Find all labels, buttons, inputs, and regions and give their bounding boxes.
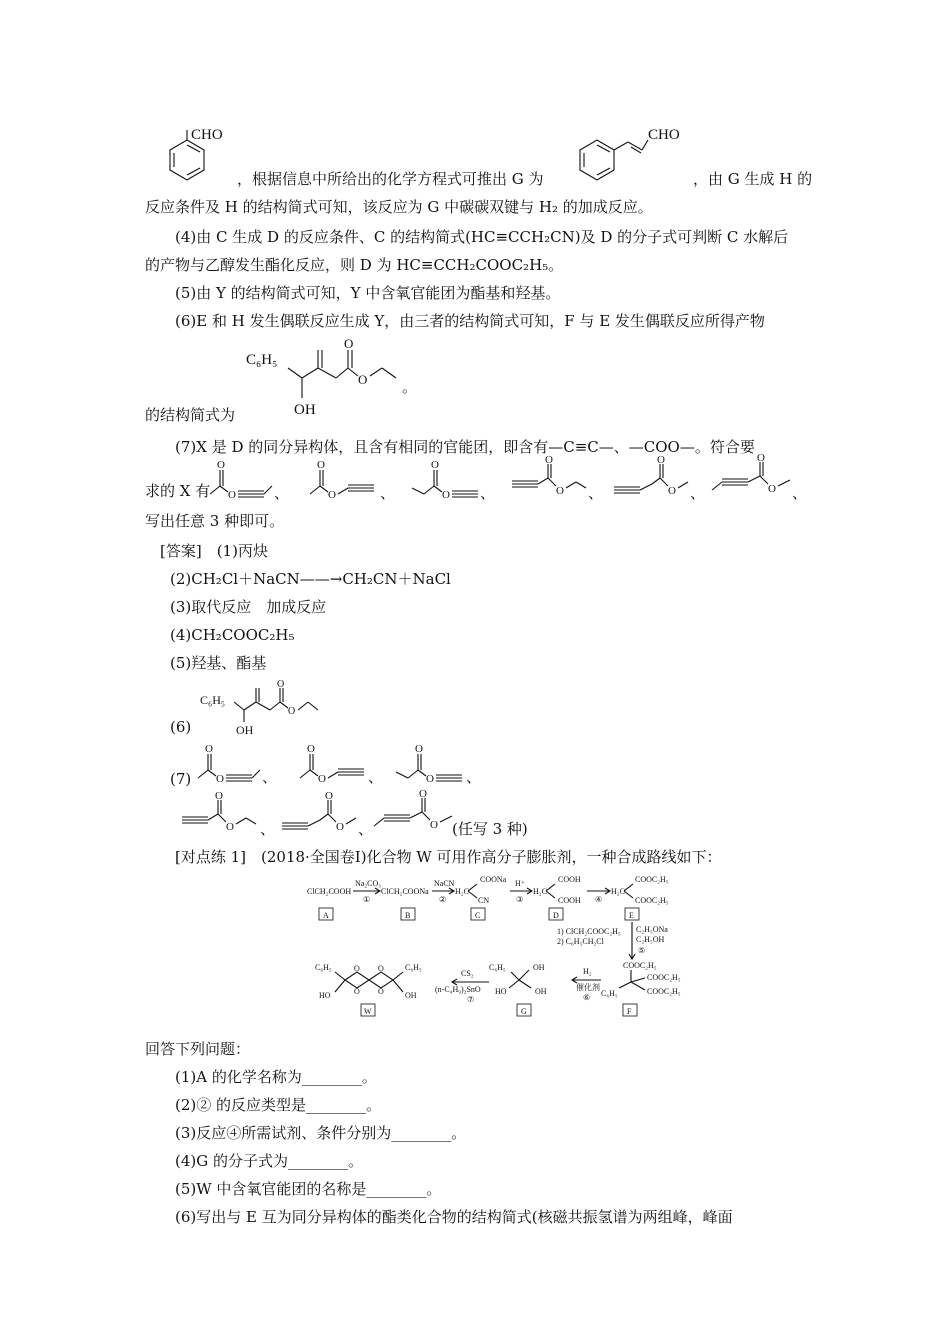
answer-7-isomers-row1 — [196, 742, 496, 792]
svg-text:O: O — [556, 485, 564, 497]
svg-text:C₆H₅: C₆H₅ — [200, 693, 226, 707]
para-5: (5)由 Y 的结构简式可知，Y 中含氧官能团为酯基和羟基。 — [175, 284, 561, 302]
svg-text:O: O — [358, 372, 368, 387]
svg-text:W: W — [364, 1007, 372, 1016]
svg-text:H₂: H₂ — [583, 967, 592, 976]
para-3a: (4)由 C 生成 D 的反应条件、C 的结构简式(HC≡CCH₂CN)及 D 的分子式可判断 C 水解后 — [175, 228, 789, 246]
svg-text:COOC₂H₅: COOC₂H₅ — [647, 973, 681, 982]
svg-text:C₆H₅: C₆H₅ — [489, 963, 506, 972]
cinnamaldehyde-structure — [570, 118, 700, 188]
para-3b: 的产物与乙醇发生酯化反应，则 D 为 HC≡CCH₂COOC₂H₅。 — [145, 256, 564, 274]
svg-text:O: O — [226, 821, 234, 833]
svg-text:⑤: ⑤ — [638, 946, 646, 955]
synthesis-scheme — [305, 870, 705, 1030]
svg-text:①: ① — [363, 895, 371, 904]
svg-text:O: O — [344, 336, 354, 351]
svg-text:H⁺: H⁺ — [515, 879, 525, 888]
question-2: (2)② 的反应类型是________。 — [175, 1096, 382, 1114]
svg-text:O: O — [354, 964, 360, 973]
svg-text:O: O — [336, 821, 344, 833]
answer-5: (5)羟基、酯基 — [170, 654, 267, 672]
svg-text:A: A — [323, 911, 329, 920]
svg-text:COOC₂H₅: COOC₂H₅ — [623, 961, 657, 970]
svg-text:COOC₂H₅: COOC₂H₅ — [647, 987, 681, 996]
svg-text:Na₂CO₃: Na₂CO₃ — [355, 879, 382, 888]
svg-text:COOH: COOH — [558, 875, 581, 884]
svg-text:、: 、 — [274, 486, 290, 502]
svg-text:、: 、 — [588, 486, 604, 502]
svg-text:催化剂: 催化剂 — [576, 983, 600, 992]
svg-text:C₂H₅OH: C₂H₅OH — [636, 935, 665, 944]
svg-text:③: ③ — [516, 895, 524, 904]
svg-text:C₆H₅: C₆H₅ — [405, 963, 422, 972]
product-structure-large — [240, 334, 410, 424]
svg-text:F: F — [627, 1007, 632, 1016]
svg-text:、: 、 — [466, 770, 482, 786]
para-7a: (7)X 是 D 的同分异构体，且含有相同的官能团，即含有—C≡C—、—COO—。符合要 — [175, 438, 755, 456]
svg-text:C₆H₅: C₆H₅ — [601, 989, 618, 998]
svg-text:②: ② — [439, 895, 447, 904]
period: 。 — [402, 378, 418, 396]
svg-text:OH: OH — [535, 987, 547, 996]
svg-text:O: O — [378, 964, 384, 973]
answer-4: (4)CH₂COOC₂H₅ — [170, 626, 295, 644]
svg-text:H₂C: H₂C — [455, 887, 469, 896]
svg-text:、: 、 — [368, 770, 384, 786]
svg-text:、: 、 — [262, 770, 278, 786]
question-5: (5)W 中含氧官能团的名称是________。 — [175, 1180, 442, 1198]
svg-text:C: C — [475, 911, 481, 920]
svg-text:OH: OH — [294, 402, 316, 418]
question-1: (1)A 的化学名称为________。 — [175, 1068, 377, 1086]
cho-label: CHO — [191, 127, 223, 143]
svg-text:O: O — [288, 706, 296, 717]
para-7c: 写出任意 3 种即可。 — [145, 512, 285, 530]
svg-text:O: O — [277, 679, 285, 690]
svg-text:COOH: COOH — [558, 896, 581, 905]
answer-3: (3)取代反应 加成反应 — [170, 598, 327, 616]
svg-text:O: O — [657, 454, 665, 466]
svg-text:O: O — [216, 773, 224, 785]
svg-text:C₆H₅: C₆H₅ — [315, 963, 332, 972]
cho-label-2: CHO — [648, 127, 680, 143]
svg-text:CS₂: CS₂ — [461, 969, 474, 978]
svg-text:、: 、 — [260, 822, 276, 838]
answer-7-note: (任写 3 种) — [452, 820, 528, 838]
svg-text:O: O — [757, 452, 765, 464]
para-1a: ，根据信息中所给出的化学方程式可推出 G 为 — [237, 170, 544, 188]
svg-text:ClCH₂COONa: ClCH₂COONa — [381, 887, 429, 896]
para-6: (6)E 和 H 发生偶联反应生成 Y，由三者的结构简式可知，F 与 E 发生偶联反应所得产物 — [175, 312, 765, 330]
svg-text:H₂C: H₂C — [611, 887, 625, 896]
svg-text:O: O — [430, 819, 438, 831]
svg-text:O: O — [228, 489, 236, 501]
svg-text:CN: CN — [478, 896, 490, 905]
svg-text:(n-C₄H₉)₂SnO: (n-C₄H₉)₂SnO — [435, 985, 481, 994]
svg-text:C₂H₅ONa: C₂H₅ONa — [636, 925, 668, 934]
svg-text:、: 、 — [480, 486, 496, 502]
answer-2: (2)CH₂Cl＋NaCN——→CH₂CN＋NaCl — [170, 570, 451, 588]
question-head: 回答下列问题： — [145, 1040, 251, 1058]
practice-head: [对点练 1] (2018·全国卷Ⅰ)化合物 W 可用作高分子膨胀剂，一种合成路线如下： — [175, 848, 722, 866]
svg-text:O: O — [426, 773, 434, 785]
svg-text:、: 、 — [358, 822, 374, 838]
svg-text:HO: HO — [319, 991, 331, 1000]
svg-text:O: O — [768, 483, 776, 495]
svg-text:COOC₂H₅: COOC₂H₅ — [635, 875, 669, 884]
svg-text:D: D — [553, 911, 559, 920]
svg-text:O: O — [442, 489, 450, 501]
answer-head: [答案] (1)丙炔 — [160, 542, 268, 560]
svg-text:OH: OH — [533, 963, 545, 972]
benzaldehyde-structure — [140, 118, 240, 188]
svg-text:OH: OH — [405, 991, 417, 1000]
svg-text:O: O — [205, 743, 213, 755]
svg-text:E: E — [629, 911, 634, 920]
svg-text:H₂C: H₂C — [533, 887, 547, 896]
svg-text:O: O — [354, 987, 360, 996]
svg-text:1) ClCH₂COOC₂H₅: 1) ClCH₂COOC₂H₅ — [557, 927, 621, 936]
svg-text:O: O — [217, 459, 225, 471]
svg-text:2) C₆H₅CH₂Cl: 2) C₆H₅CH₂Cl — [557, 937, 604, 946]
svg-text:ClCH₂COOH: ClCH₂COOH — [307, 887, 352, 896]
para-7b: 求的 X 有 — [145, 482, 211, 500]
svg-text:⑦: ⑦ — [467, 995, 475, 1004]
question-6: (6)写出与 E 互为同分异构体的酯类化合物的结构简式(核磁共振氢谱为两组峰，峰面 — [175, 1208, 733, 1226]
isomer-row-1 — [208, 452, 808, 508]
svg-text:、: 、 — [690, 486, 706, 502]
svg-text:O: O — [431, 459, 439, 471]
svg-text:COOC₂H₅: COOC₂H₅ — [635, 896, 669, 905]
svg-text:O: O — [215, 790, 223, 802]
svg-text:OH: OH — [236, 723, 254, 737]
svg-text:COONa: COONa — [480, 875, 507, 884]
svg-text:O: O — [317, 459, 325, 471]
svg-text:O: O — [545, 454, 553, 466]
svg-text:O: O — [328, 489, 336, 501]
question-3: (3)反应④所需试剂、条件分别为________。 — [175, 1124, 467, 1142]
answer-7: (7) — [170, 770, 192, 788]
svg-text:O: O — [325, 790, 333, 802]
answer-7-isomers-row2 — [178, 788, 458, 844]
svg-text:O: O — [307, 743, 315, 755]
svg-text:B: B — [405, 911, 411, 920]
svg-text:O: O — [415, 743, 423, 755]
answer-6: (6) — [170, 718, 192, 736]
svg-text:O: O — [318, 773, 326, 785]
svg-text:G: G — [521, 1007, 527, 1016]
svg-text:NaCN: NaCN — [434, 879, 455, 888]
svg-text:、: 、 — [792, 486, 808, 502]
svg-text:C₆H₅: C₆H₅ — [246, 352, 278, 368]
svg-text:⑥: ⑥ — [583, 993, 591, 1002]
svg-text:O: O — [668, 485, 676, 497]
svg-text:④: ④ — [595, 895, 603, 904]
para-1b: ，由 G 生成 H 的 — [693, 170, 813, 188]
svg-text:O: O — [419, 788, 427, 800]
svg-text:HO: HO — [495, 987, 507, 996]
answer-6-structure — [200, 678, 340, 738]
question-4: (4)G 的分子式为________。 — [175, 1152, 363, 1170]
svg-text:O: O — [378, 987, 384, 996]
para-6b: 的结构简式为 — [145, 406, 236, 424]
para-2: 反应条件及 H 的结构简式可知，该反应为 G 中碳碳双键与 H₂ 的加成反应。 — [145, 198, 653, 216]
svg-text:、: 、 — [380, 486, 396, 502]
